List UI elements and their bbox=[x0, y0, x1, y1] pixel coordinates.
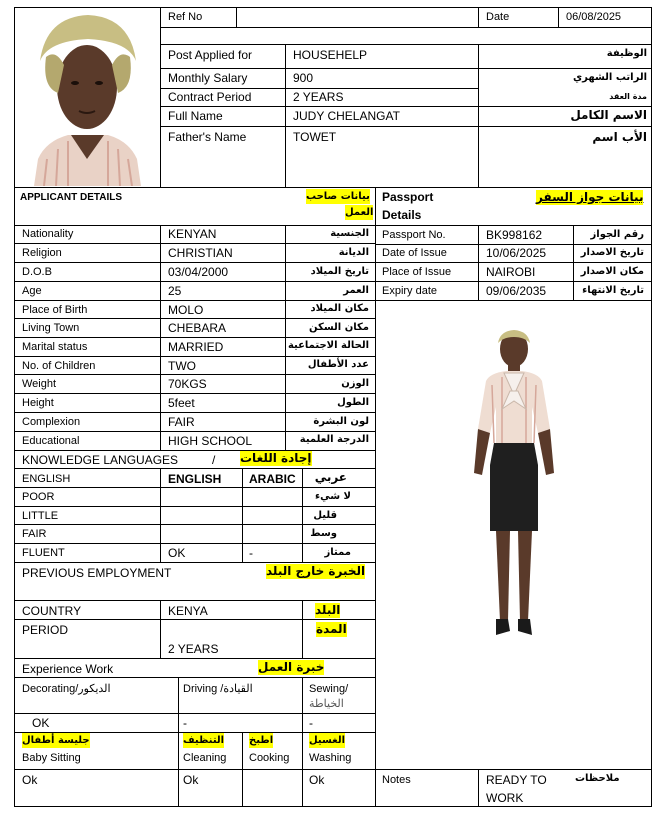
divider bbox=[14, 281, 376, 282]
birthplace-ar: مكان الميلاد bbox=[310, 303, 369, 314]
dob-ar: تاريخ الميلاد bbox=[310, 266, 369, 277]
salary-value: 900 bbox=[293, 71, 314, 85]
fullname-ar: الاسم الكامل bbox=[570, 108, 647, 122]
divider bbox=[302, 677, 303, 807]
passport-title-ar: بيانات جواز السفر bbox=[536, 190, 644, 204]
cooking-ar: اطبخ bbox=[249, 735, 274, 746]
nationality-label: Nationality bbox=[22, 228, 74, 240]
divider bbox=[242, 468, 243, 562]
lang-col-label: ENGLISH bbox=[22, 473, 71, 485]
divider bbox=[160, 44, 652, 45]
issue-place-ar: مكان الاصدار bbox=[580, 266, 644, 277]
divider bbox=[160, 126, 652, 127]
applicant-title-ar-2: العمل bbox=[345, 207, 374, 218]
divider bbox=[14, 262, 376, 263]
passport-no-value: BK998162 bbox=[486, 228, 543, 242]
country-value: KENYA bbox=[168, 604, 208, 618]
height-ar: الطول bbox=[337, 397, 369, 408]
divider bbox=[478, 44, 479, 187]
notes-ar: ملاحظات bbox=[575, 773, 620, 784]
divider bbox=[478, 769, 479, 807]
cooking-label: Cooking bbox=[249, 752, 290, 764]
poor-ar: لا شيء bbox=[315, 491, 351, 502]
birthplace-value: MOLO bbox=[168, 303, 204, 317]
full-photo bbox=[460, 325, 570, 665]
post-label: Post Applied for bbox=[168, 48, 253, 62]
divider bbox=[236, 7, 237, 27]
divider bbox=[160, 88, 478, 89]
divider bbox=[160, 27, 652, 28]
experience-title-ar: خبرة العمل bbox=[258, 660, 325, 674]
birthplace-label: Place of Birth bbox=[22, 304, 88, 316]
fullname-label: Full Name bbox=[168, 109, 223, 123]
divider bbox=[375, 225, 652, 226]
dob-label: D.O.B bbox=[22, 266, 52, 278]
divider bbox=[375, 187, 376, 807]
employment-title-ar: الخبرة خارج البلد bbox=[266, 564, 366, 578]
marital-label: Marital status bbox=[22, 341, 88, 353]
border-left bbox=[14, 7, 15, 807]
divider bbox=[14, 619, 376, 620]
livingtown-label: Living Town bbox=[22, 322, 80, 334]
divider bbox=[14, 506, 376, 507]
divider bbox=[375, 262, 652, 263]
divider bbox=[14, 450, 376, 451]
languages-slash: / bbox=[212, 453, 216, 467]
children-value: TWO bbox=[168, 359, 196, 373]
border-top bbox=[14, 7, 652, 8]
contract-ar: مدة العقد bbox=[609, 92, 647, 101]
height-value: 5feet bbox=[168, 396, 195, 410]
father-value: TOWET bbox=[293, 130, 337, 144]
divider bbox=[14, 543, 376, 544]
issue-place-value: NAIROBI bbox=[486, 265, 536, 279]
post-value: HOUSEHELP bbox=[293, 48, 368, 62]
post-ar: الوظيفة bbox=[606, 48, 647, 59]
experience-title: Experience Work bbox=[22, 662, 114, 676]
expiry-label: Expiry date bbox=[382, 285, 438, 297]
complexion-label: Complexion bbox=[22, 416, 81, 428]
weight-ar: الوزن bbox=[341, 378, 369, 389]
applicant-full-photo bbox=[460, 325, 570, 665]
age-value: 25 bbox=[168, 284, 182, 298]
dob-value: 03/04/2000 bbox=[168, 265, 229, 279]
country-ar: البلد bbox=[315, 603, 341, 617]
washing-value: Ok bbox=[309, 773, 325, 787]
lang-col-english: ENGLISH bbox=[168, 472, 222, 486]
divider bbox=[14, 412, 376, 413]
marital-value: MARRIED bbox=[168, 340, 224, 354]
education-ar: الدرجة العلمية bbox=[299, 434, 369, 445]
age-ar: العمر bbox=[343, 285, 369, 296]
date-value: 06/08/2025 bbox=[566, 11, 622, 23]
contract-value: 2 YEARS bbox=[293, 90, 344, 104]
weight-value: 70KGS bbox=[168, 377, 207, 391]
decorating-label: Decorating/الديكور bbox=[22, 683, 111, 695]
languages-title-ar: إجادة اللغات bbox=[240, 451, 312, 465]
divider bbox=[160, 7, 161, 187]
divider bbox=[160, 68, 652, 69]
date-label: Date bbox=[486, 11, 510, 23]
washing-label: Washing bbox=[309, 752, 352, 764]
poor-label: POOR bbox=[22, 491, 55, 503]
divider bbox=[14, 677, 376, 678]
divider bbox=[14, 243, 376, 244]
divider bbox=[478, 7, 479, 27]
issue-date-label: Date of Issue bbox=[382, 247, 447, 259]
lang-col-ar: عربي bbox=[314, 470, 347, 484]
divider bbox=[375, 281, 652, 282]
fluent-ar: ممتاز bbox=[324, 547, 351, 558]
complexion-ar: لون البشرة bbox=[313, 416, 369, 427]
fullname-value: JUDY CHELANGAT bbox=[293, 109, 400, 123]
applicant-portrait bbox=[16, 9, 159, 186]
period-value: 2 YEARS bbox=[168, 642, 219, 656]
ref-no-label: Ref No bbox=[168, 11, 203, 23]
cleaning-label: Cleaning bbox=[183, 752, 227, 764]
fluent-arabic: - bbox=[249, 546, 253, 560]
little-label: LITTLE bbox=[22, 510, 59, 522]
passport-title-1: Passport bbox=[382, 190, 434, 204]
children-label: No. of Children bbox=[22, 360, 96, 372]
notes-label: Notes bbox=[382, 774, 411, 786]
contract-label: Contract Period bbox=[168, 90, 252, 104]
divider bbox=[285, 44, 286, 187]
employment-title: PREVIOUS EMPLOYMENT bbox=[22, 566, 172, 580]
divider bbox=[302, 468, 303, 562]
height-label: Height bbox=[22, 397, 54, 409]
lang-col-arabic: ARABIC bbox=[249, 472, 296, 486]
baby-value: Ok bbox=[22, 773, 38, 787]
little-ar: قليل bbox=[313, 510, 337, 521]
livingtown-ar: مكان السكن bbox=[309, 322, 369, 333]
education-label: Educational bbox=[22, 435, 80, 447]
washing-ar: الغسيل bbox=[309, 735, 346, 746]
passport-no-ar: رقم الجواز bbox=[590, 229, 644, 240]
divider bbox=[14, 468, 376, 469]
religion-label: Religion bbox=[22, 247, 62, 259]
father-label: Father's Name bbox=[168, 130, 247, 144]
salary-ar: الراتب الشهري bbox=[573, 72, 647, 83]
religion-value: CHRISTIAN bbox=[168, 246, 233, 260]
divider bbox=[14, 318, 376, 319]
divider bbox=[160, 600, 161, 658]
divider bbox=[14, 524, 376, 525]
divider bbox=[14, 713, 376, 714]
fluent-english: OK bbox=[168, 546, 186, 560]
divider bbox=[14, 187, 652, 188]
nationality-value: KENYAN bbox=[168, 227, 217, 241]
portrait-photo bbox=[16, 9, 159, 186]
notes-value-1: READY TO bbox=[486, 773, 547, 787]
education-value: HIGH SCHOOL bbox=[168, 434, 253, 448]
sewing-label-2: الخياطة bbox=[309, 698, 344, 710]
issue-place-label: Place of Issue bbox=[382, 266, 452, 278]
divider bbox=[160, 106, 652, 107]
father-ar: الأب اسم bbox=[592, 130, 647, 144]
period-ar: المدة bbox=[316, 622, 347, 636]
border-right bbox=[651, 7, 652, 807]
expiry-ar: تاريخ الانتهاء bbox=[582, 285, 644, 296]
driving-value: - bbox=[183, 716, 187, 730]
issue-date-value: 10/06/2025 bbox=[486, 246, 547, 260]
passport-no-label: Passport No. bbox=[382, 229, 446, 241]
fair-label: FAIR bbox=[22, 528, 47, 540]
applicant-title: APPLICANT DETAILS bbox=[20, 192, 123, 203]
decorating-value: OK bbox=[32, 716, 50, 730]
divider bbox=[14, 562, 376, 563]
cleaning-value: Ok bbox=[183, 773, 199, 787]
sewing-value: - bbox=[309, 716, 313, 730]
divider bbox=[14, 769, 652, 770]
nationality-ar: الجنسية bbox=[330, 228, 369, 239]
divider bbox=[14, 487, 376, 488]
divider bbox=[14, 658, 376, 659]
languages-title: KNOWLEDGE LANGUAGES bbox=[22, 453, 179, 467]
salary-label: Monthly Salary bbox=[168, 71, 248, 85]
cleaning-ar: التنظيف bbox=[183, 735, 225, 746]
expiry-value: 09/06/2035 bbox=[486, 284, 547, 298]
livingtown-value: CHEBARA bbox=[168, 321, 227, 335]
divider bbox=[14, 374, 376, 375]
baby-ar: جليسة أطفال bbox=[22, 735, 90, 746]
religion-ar: الديانة bbox=[338, 247, 369, 258]
complexion-value: FAIR bbox=[168, 415, 195, 429]
notes-value-2: WORK bbox=[486, 791, 524, 805]
issue-date-ar: تاريخ الاصدار bbox=[580, 247, 644, 258]
border-bottom bbox=[14, 806, 652, 807]
age-label: Age bbox=[22, 285, 42, 297]
divider bbox=[558, 7, 559, 27]
divider bbox=[375, 300, 652, 301]
marital-ar: الحالة الاجتماعية bbox=[287, 340, 369, 351]
divider bbox=[160, 468, 161, 562]
country-label: COUNTRY bbox=[22, 604, 82, 618]
divider bbox=[178, 677, 179, 807]
driving-label: Driving /القيادة bbox=[183, 683, 253, 695]
sewing-label-1: Sewing/ bbox=[309, 683, 349, 695]
period-label: PERIOD bbox=[22, 623, 69, 637]
baby-label: Baby Sitting bbox=[22, 752, 81, 764]
divider bbox=[14, 393, 376, 394]
divider bbox=[14, 600, 376, 601]
applicant-title-ar-1: بيانات صاحب bbox=[306, 191, 370, 202]
fair-ar: وسط bbox=[310, 528, 337, 539]
fluent-label: FLUENT bbox=[22, 547, 65, 559]
weight-label: Weight bbox=[22, 378, 57, 390]
passport-title-2: Details bbox=[382, 208, 422, 222]
divider bbox=[302, 600, 303, 658]
children-ar: عدد الأطفال bbox=[307, 359, 369, 370]
